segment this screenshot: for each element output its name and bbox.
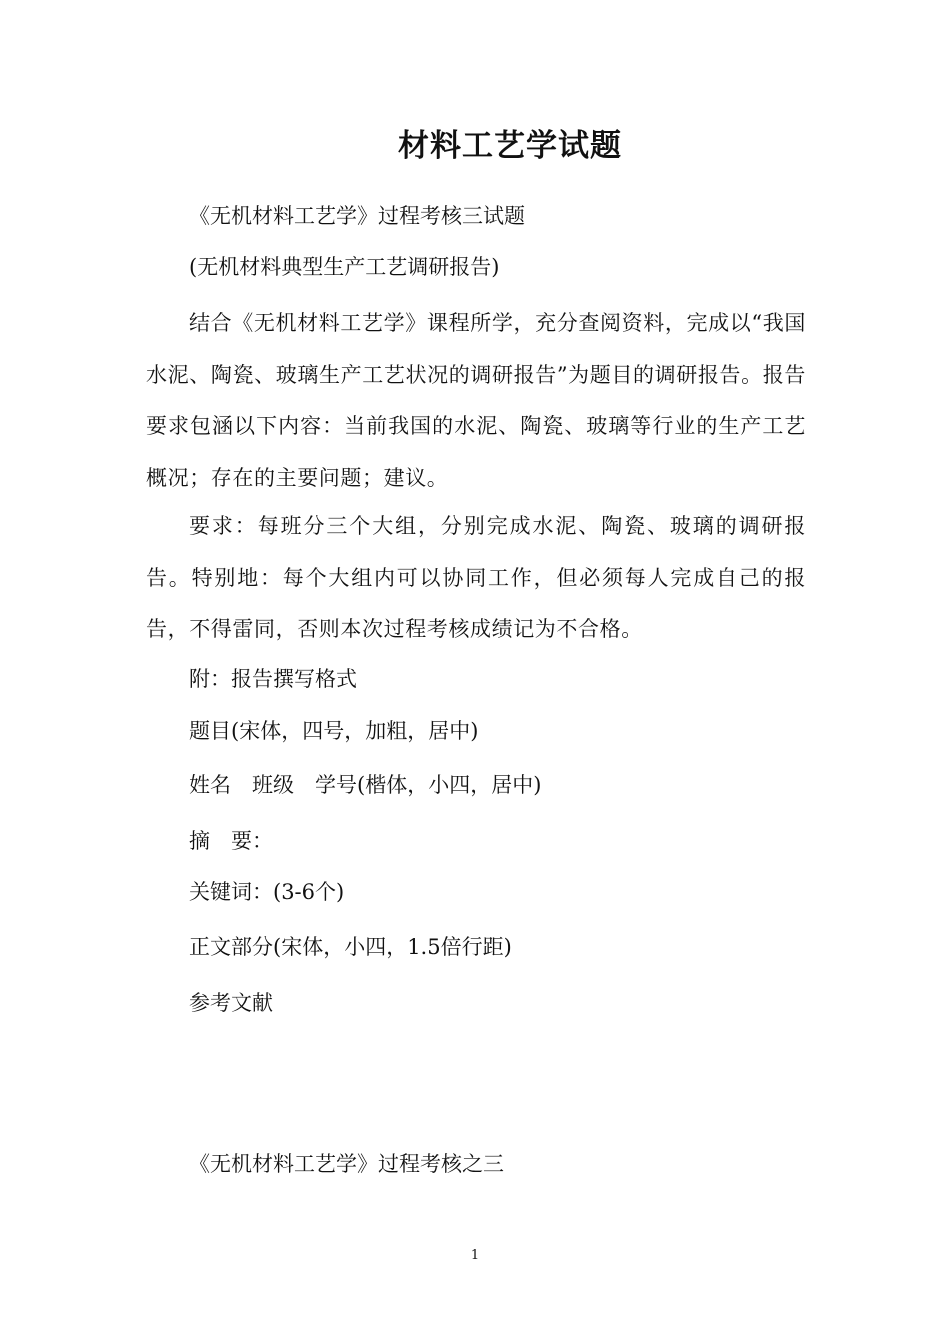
document-title: 材料工艺学试题: [398, 128, 622, 164]
format-references-line: 参考文献: [189, 991, 273, 1015]
requirements-paragraph: 要求：每班分三个大组，分别完成水泥、陶瓷、玻璃的调研报告。特别地：每个大组内可以协同工作，但必须每人完成自己的报告，不得雷同，否则本次过程考核成绩记为不合格。: [146, 514, 806, 641]
page-number: 1: [470, 1248, 480, 1263]
instructions-paragraph: 结合《无机材料工艺学》课程所学，充分查阅资料，完成以“我国水泥、陶瓷、玻璃生产工艺状况的调研报告”为题目的调研报告。报告要求包涵以下内容：当前我国的水泥、陶瓷、玻璃等行业的生产工艺概况；存在的主要问题；建议。: [146, 311, 806, 490]
format-body-line: 正文部分(宋体，小四，1.5倍行距): [189, 935, 512, 959]
format-abstract-line: 摘 要：: [189, 829, 273, 853]
format-heading: 附：报告撰写格式: [189, 667, 357, 691]
section-heading: 《无机材料工艺学》过程考核之三: [189, 1152, 504, 1176]
exam-subtitle: 《无机材料工艺学》过程考核三试题: [189, 204, 525, 228]
format-name-line: 姓名 班级 学号(楷体，小四，居中): [189, 773, 542, 797]
format-keywords-line: 关键词：(3-6个): [189, 880, 345, 904]
exam-subtitle-note: (无机材料典型生产工艺调研报告): [189, 255, 500, 279]
format-title-line: 题目(宋体，四号，加粗，居中): [189, 719, 479, 743]
